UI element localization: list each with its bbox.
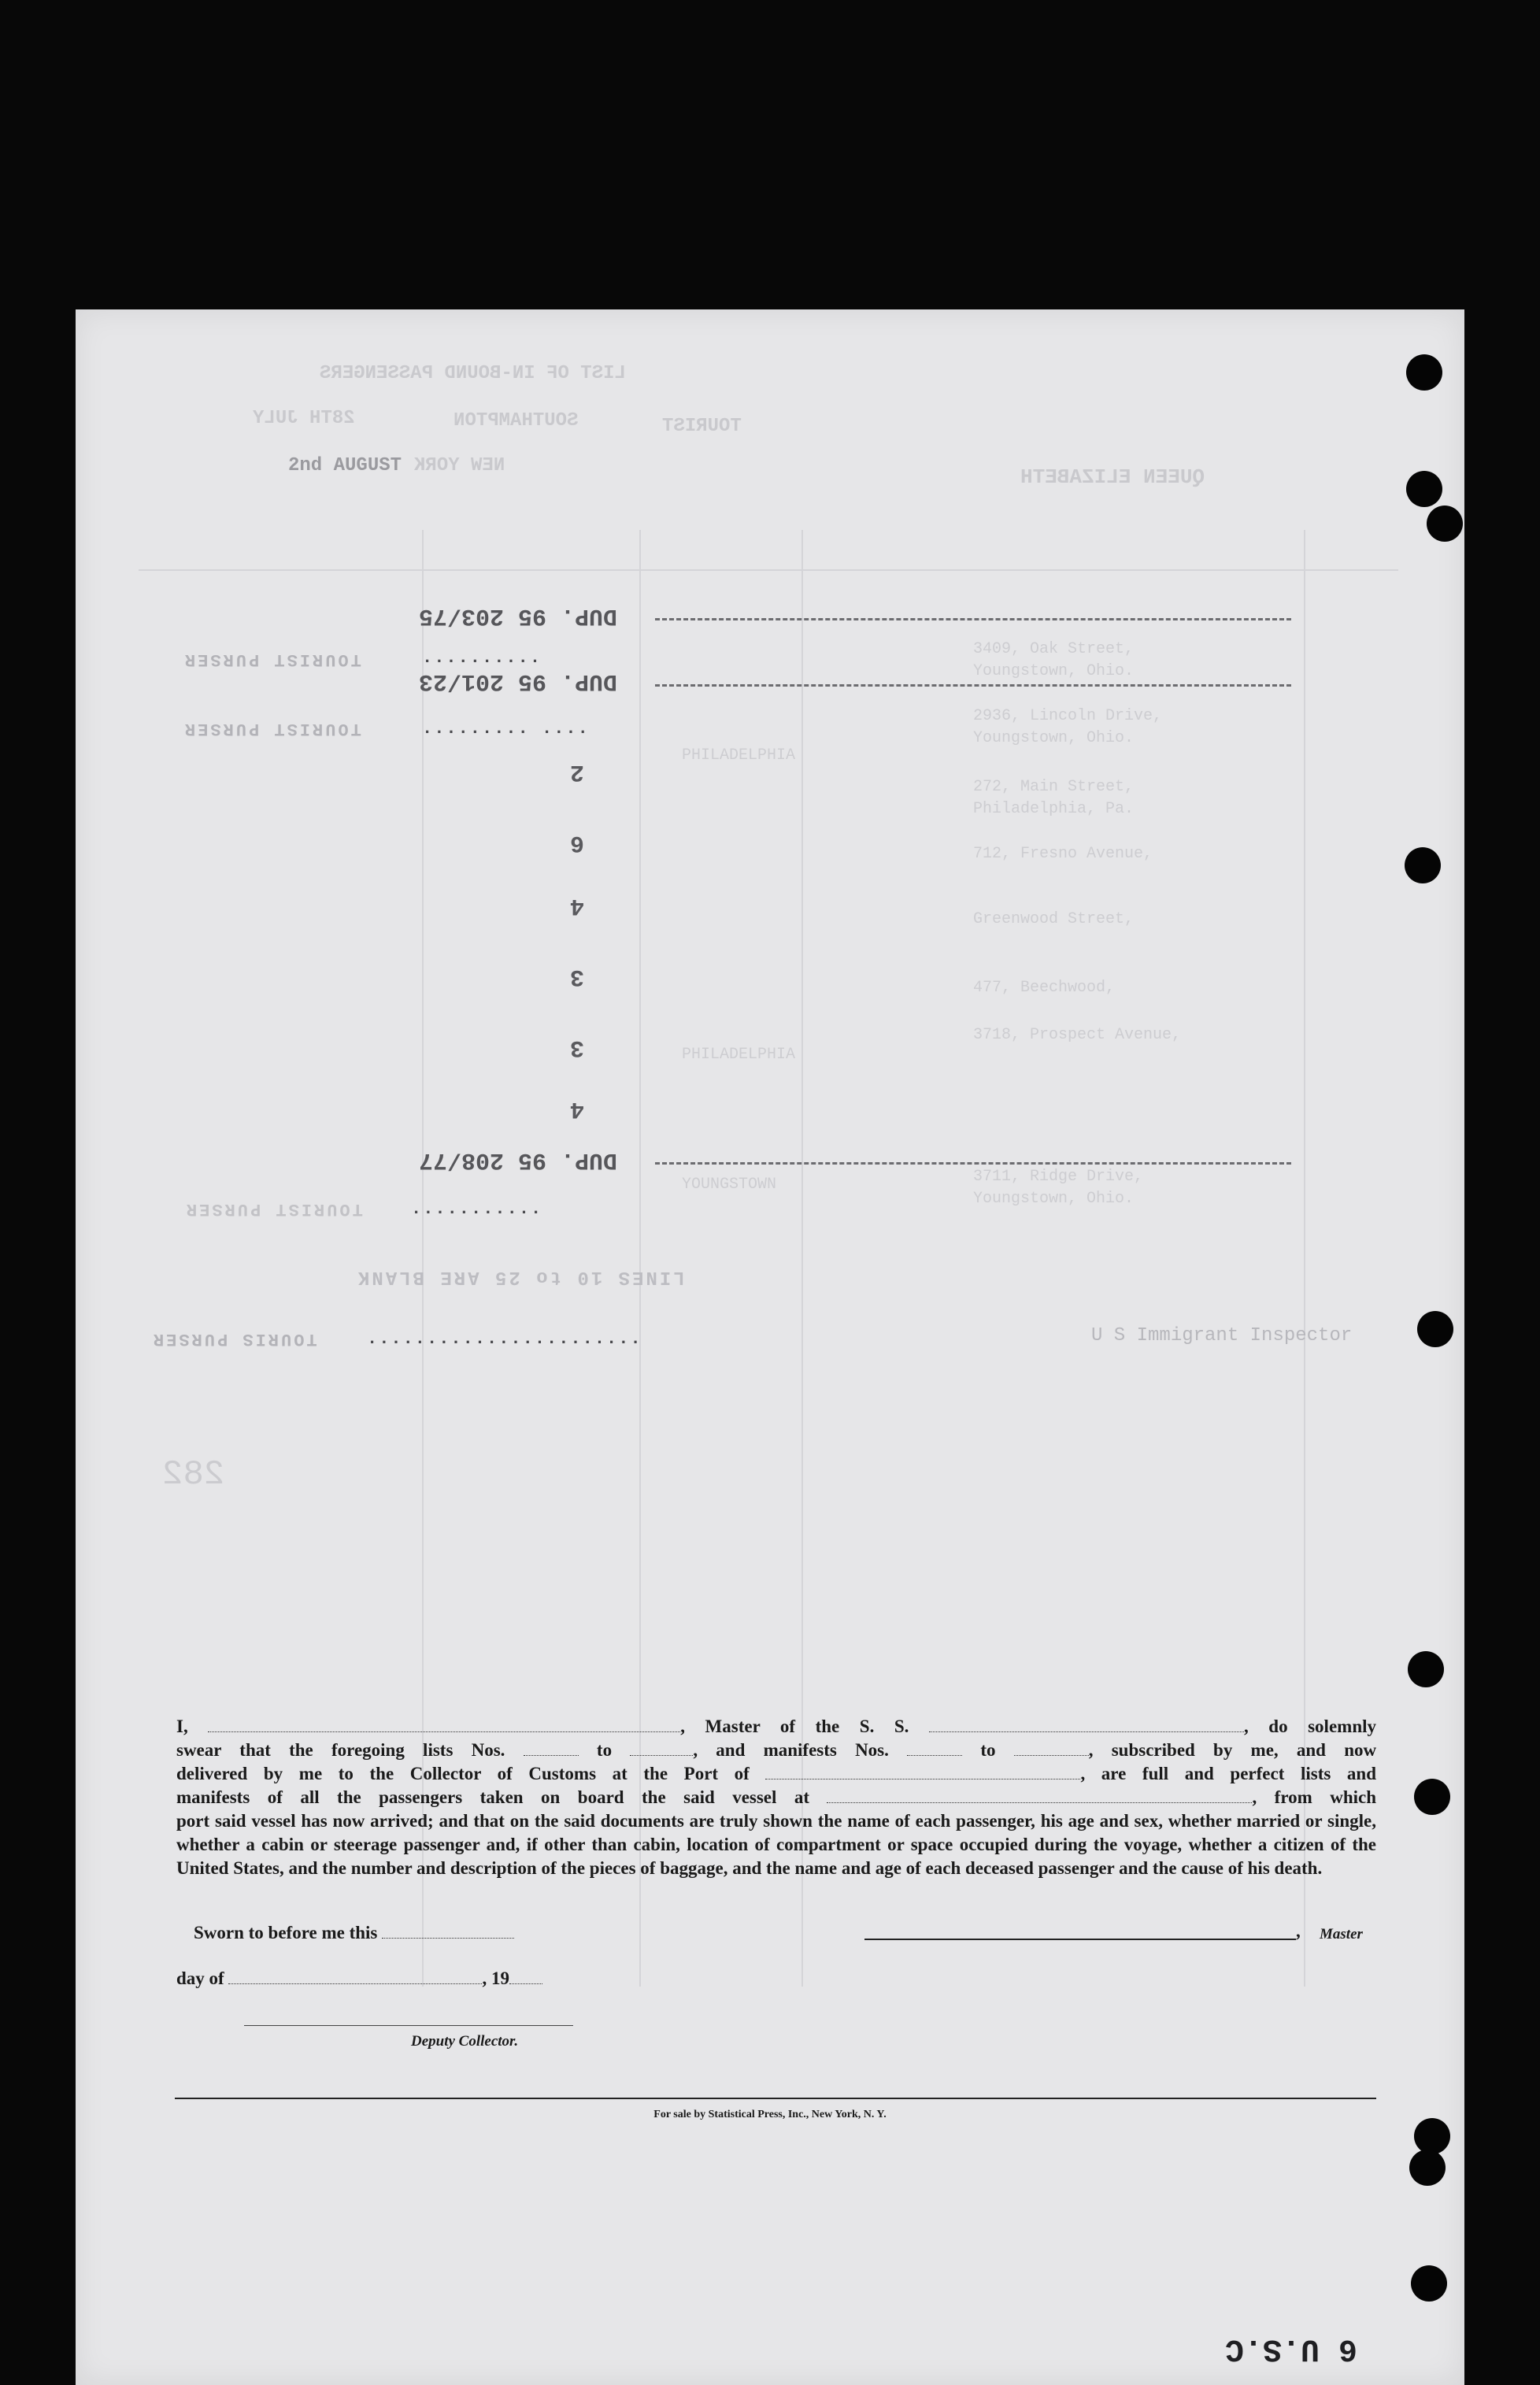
- punch-hole: [1414, 2118, 1450, 2154]
- purser-stamp: TOURIST PURSER: [183, 719, 361, 739]
- manifest-no-blank: [1014, 1741, 1089, 1756]
- punch-hole: [1411, 2265, 1447, 2302]
- master-name-blank: [208, 1717, 680, 1732]
- purser-stamp: TOURIST PURSER: [183, 650, 361, 669]
- ghost-text: Greenwood Street,: [973, 910, 1135, 928]
- number-stamp: 282: [162, 1455, 225, 1494]
- ghost-text: 712, Fresno Avenue,: [973, 845, 1153, 863]
- oath-full-perfect: , are full and perfect lists and: [1080, 1764, 1377, 1783]
- year-blank: [509, 1969, 542, 1984]
- oath-do-solemnly: , do solemnly: [1243, 1717, 1376, 1736]
- date-from: 28TH JULY: [253, 408, 355, 429]
- dotted-signature-line: ..........: [422, 648, 542, 668]
- oath-to: to: [596, 1740, 613, 1760]
- punch-hole: [1408, 1651, 1444, 1687]
- port-blank: [765, 1765, 1080, 1779]
- list-no-blank: [630, 1741, 693, 1756]
- year-prefix: , 19: [482, 1968, 509, 1988]
- arrival-port: NEW YORK: [414, 455, 505, 476]
- ghost-text: PHILADELPHIA: [682, 1046, 796, 1064]
- footer-imprint: For sale by Statistical Press, Inc., New York, N. Y.: [653, 2109, 887, 2120]
- oath-manifests-nos: , and manifests Nos.: [693, 1740, 889, 1760]
- dup-stamp: DUP. 95 203/75: [419, 602, 618, 629]
- deputy-signature-line: [244, 2025, 573, 2026]
- list-no-blank: [524, 1741, 579, 1756]
- punch-hole: [1414, 1779, 1450, 1815]
- master-signature-line: [864, 1939, 1296, 1940]
- master-comma: ,: [1296, 1921, 1301, 1941]
- margin-number: 6: [570, 829, 585, 856]
- ghost-text: YOUNGSTOWN: [682, 1176, 777, 1194]
- oath-from-which: , from which: [1252, 1787, 1377, 1807]
- master-label: Master: [1320, 1926, 1363, 1942]
- ghost-text: Youngstown, Ohio.: [973, 662, 1135, 680]
- port-at-blank: [827, 1788, 1252, 1803]
- footer-rule: [175, 2098, 1376, 2099]
- dotted-signature-line: .......................: [367, 1329, 642, 1349]
- ghost-text: Youngstown, Ohio.: [973, 729, 1135, 747]
- oath-port-of: delivered by me to the Collector of Customs at the Port of: [176, 1764, 750, 1783]
- oath-subscribed: , subscribed by me, and now: [1088, 1740, 1377, 1760]
- ghost-text: 2936, Lincoln Drive,: [973, 707, 1163, 725]
- punch-hole: [1405, 847, 1441, 883]
- class-text: TOURIST: [662, 416, 742, 437]
- sworn-line: [194, 1923, 514, 1943]
- oath-paragraph: [176, 1715, 1376, 1880]
- oath-i: I,: [176, 1717, 188, 1736]
- header-rule: [139, 569, 1398, 571]
- ghost-text: Philadelphia, Pa.: [973, 800, 1135, 818]
- ghost-text: U S Immigrant Inspector: [1091, 1325, 1353, 1346]
- list-title: LIST OF IN-BOUND PASSENGERS: [320, 363, 626, 384]
- arrival-date: 2nd AUGUST: [288, 455, 402, 476]
- sworn-blank: [382, 1924, 514, 1939]
- dup-stamp: DUP. 95 201/23: [419, 668, 618, 694]
- lines-blank-stamp: LINES 10 to 25 ARE BLANK: [356, 1266, 685, 1287]
- row-dashes: [655, 1162, 1291, 1165]
- dup-stamp: DUP. 95 208/77: [419, 1146, 618, 1173]
- ghost-text: 3711, Ridge Drive,: [973, 1168, 1144, 1186]
- ghost-text: 3409, Oak Street,: [973, 640, 1135, 658]
- ghost-text: 272, Main Street,: [973, 778, 1135, 796]
- day-blank: [228, 1969, 482, 1984]
- oath-taken-on-board: manifests of all the passengers taken on board the said vessel at: [176, 1787, 810, 1807]
- dotted-signature-line: ...........: [411, 1199, 543, 1219]
- day-of-label: day of: [176, 1968, 224, 1988]
- ghost-text: 477, Beechwood,: [973, 979, 1116, 997]
- oath-lists-nos: swear that the foregoing lists Nos.: [176, 1740, 505, 1760]
- punch-hole: [1406, 471, 1442, 507]
- port-from: SOUTHAMPTON: [453, 410, 579, 431]
- corner-mark: 6 U.S.C: [1225, 2331, 1358, 2366]
- ghost-text: 3718, Prospect Avenue,: [973, 1026, 1182, 1044]
- ghost-text: Youngstown, Ohio.: [973, 1190, 1135, 1208]
- deputy-collector-label: Deputy Collector.: [411, 2033, 519, 2050]
- row-dashes: [655, 684, 1291, 687]
- margin-number: 2: [570, 758, 585, 785]
- purser-stamp: TOURIST PURSER: [184, 1199, 363, 1219]
- vessel-name: QUEEN ELIZABETH: [1020, 465, 1205, 489]
- punch-hole: [1409, 2150, 1446, 2186]
- purser-stamp: TOURIS PURSER: [151, 1329, 317, 1349]
- margin-number: 3: [570, 963, 585, 990]
- punch-hole: [1427, 506, 1463, 542]
- margin-number: 4: [570, 1095, 585, 1122]
- punch-hole: [1417, 1311, 1453, 1347]
- oath-to: to: [980, 1740, 996, 1760]
- punch-hole: [1406, 354, 1442, 391]
- ghost-text: PHILADELPHIA: [682, 746, 796, 765]
- oath-master-of: , Master of the S. S.: [680, 1717, 909, 1736]
- manifest-no-blank: [907, 1741, 962, 1756]
- margin-number: 4: [570, 892, 585, 919]
- manifest-sheet: [76, 309, 1464, 2385]
- dotted-signature-line: ......... ....: [422, 719, 590, 739]
- day-of-line: [176, 1968, 542, 1989]
- margin-number: 3: [570, 1034, 585, 1061]
- sworn-label: Sworn to before me this: [194, 1923, 378, 1942]
- oath-body: port said vessel has now arrived; and that on the said documents are truly shown the name of each passenger, his age and sex, whether married or single, whether a cabin or steerage passenger and, if other than cabin, location of compartment or space occupied during the voyage, whether a citizen of the United States, and the number and description of the pieces of baggage, and the name and age of each deceased passenger and the cause of his death.: [176, 1811, 1376, 1878]
- row-dashes: [655, 618, 1291, 620]
- vessel-blank: [929, 1717, 1244, 1732]
